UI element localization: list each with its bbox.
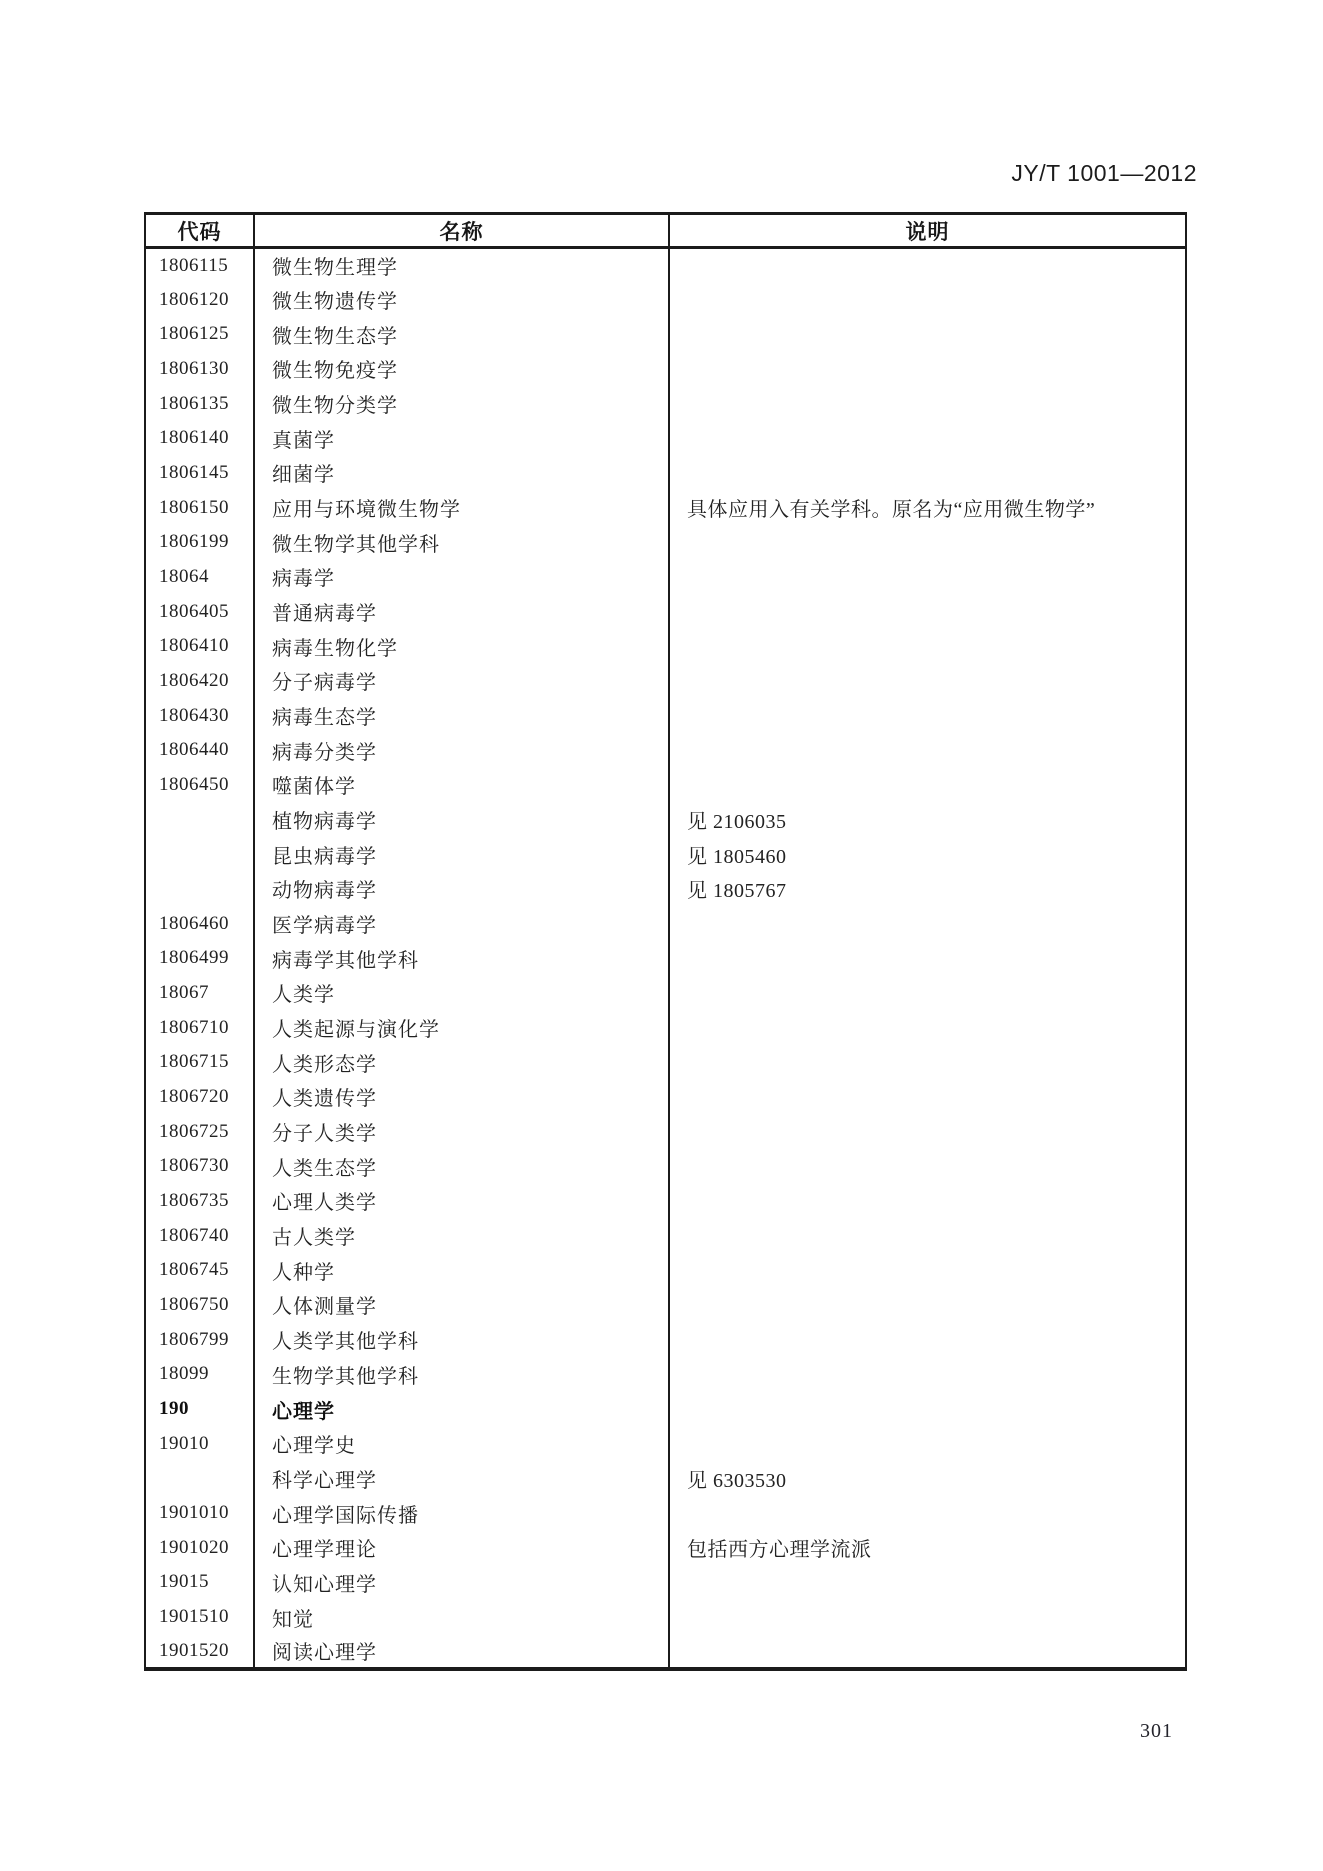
table-row bbox=[145, 941, 1186, 976]
table-row bbox=[145, 1010, 1186, 1045]
cell-code: 1806725 bbox=[145, 1114, 254, 1149]
cell-code: 1806740 bbox=[145, 1218, 254, 1253]
cell-name: 认知心理学 bbox=[254, 1565, 669, 1600]
cell-name: 应用与环境微生物学 bbox=[254, 490, 669, 525]
cell-code: 1901010 bbox=[145, 1496, 254, 1531]
cell-name: 人类生态学 bbox=[254, 1149, 669, 1184]
cell-name: 人类学其他学科 bbox=[254, 1322, 669, 1357]
cell-name: 分子病毒学 bbox=[254, 664, 669, 699]
cell-name: 生物学其他学科 bbox=[254, 1357, 669, 1392]
cell-code: 19010 bbox=[145, 1426, 254, 1461]
cell-name: 普通病毒学 bbox=[254, 594, 669, 629]
table-row bbox=[145, 1565, 1186, 1600]
cell-code: 1901020 bbox=[145, 1530, 254, 1565]
column-header-note: 说明 bbox=[669, 214, 1186, 248]
cell-name: 医学病毒学 bbox=[254, 906, 669, 941]
table-row bbox=[145, 1357, 1186, 1392]
column-header-name: 名称 bbox=[254, 214, 669, 248]
cell-name: 昆虫病毒学 bbox=[254, 837, 669, 872]
cell-code: 1806410 bbox=[145, 629, 254, 664]
cell-name: 动物病毒学 bbox=[254, 872, 669, 907]
cell-note bbox=[669, 1322, 1186, 1357]
cell-code: 1806120 bbox=[145, 282, 254, 317]
cell-code: 1806710 bbox=[145, 1010, 254, 1045]
table-row bbox=[145, 1114, 1186, 1149]
cell-code: 1806720 bbox=[145, 1080, 254, 1115]
cell-name: 植物病毒学 bbox=[254, 802, 669, 837]
cell-name: 微生物生理学 bbox=[254, 248, 669, 283]
table-row bbox=[145, 317, 1186, 352]
table-row bbox=[145, 386, 1186, 421]
cell-note bbox=[669, 456, 1186, 491]
cell-code: 19015 bbox=[145, 1565, 254, 1600]
cell-note bbox=[669, 698, 1186, 733]
page-number: 301 bbox=[1140, 1720, 1173, 1742]
cell-name: 心理学国际传播 bbox=[254, 1496, 669, 1531]
table-row bbox=[145, 456, 1186, 491]
cell-name: 分子人类学 bbox=[254, 1114, 669, 1149]
cell-code: 1806745 bbox=[145, 1253, 254, 1288]
cell-code: 1806460 bbox=[145, 906, 254, 941]
cell-code: 1806420 bbox=[145, 664, 254, 699]
table-row bbox=[145, 1218, 1186, 1253]
cell-name: 人类遗传学 bbox=[254, 1080, 669, 1115]
table-row bbox=[145, 1530, 1186, 1565]
cell-code: 1806405 bbox=[145, 594, 254, 629]
table-row bbox=[145, 1149, 1186, 1184]
cell-note: 见 1805767 bbox=[687, 880, 787, 903]
cell-name: 细菌学 bbox=[254, 456, 669, 491]
table-row bbox=[145, 1184, 1186, 1219]
cell-code: 1806440 bbox=[145, 733, 254, 768]
table-row bbox=[145, 421, 1186, 456]
table-row bbox=[145, 560, 1186, 595]
cell-code: 1806730 bbox=[145, 1149, 254, 1184]
table-row bbox=[145, 525, 1186, 560]
cell-name: 心理人类学 bbox=[254, 1184, 669, 1219]
cell-name: 知觉 bbox=[254, 1600, 669, 1635]
cell-code: 1901510 bbox=[145, 1600, 254, 1635]
cell-note bbox=[669, 629, 1186, 664]
table-row bbox=[145, 282, 1186, 317]
cell-note bbox=[669, 1149, 1186, 1184]
table-row bbox=[145, 629, 1186, 664]
cell-note bbox=[669, 1565, 1186, 1600]
cell-name: 病毒生物化学 bbox=[254, 629, 669, 664]
table-row bbox=[145, 352, 1186, 387]
cell-note bbox=[669, 421, 1186, 456]
cell-code: 1806150 bbox=[145, 490, 254, 525]
cell-code: 1806715 bbox=[145, 1045, 254, 1080]
cell-note: 见 1805460 bbox=[687, 845, 787, 868]
cell-note bbox=[669, 768, 1186, 803]
cell-note bbox=[669, 1184, 1186, 1219]
cell-note bbox=[669, 594, 1186, 629]
classification-table bbox=[144, 212, 1187, 1671]
table-row bbox=[145, 594, 1186, 629]
cell-note bbox=[669, 1496, 1186, 1531]
cell-note bbox=[669, 906, 1186, 941]
table-row bbox=[145, 1634, 1186, 1669]
cell-name: 人类形态学 bbox=[254, 1045, 669, 1080]
cell-note bbox=[669, 1253, 1186, 1288]
table-row bbox=[145, 768, 1186, 803]
cell-note bbox=[669, 352, 1186, 387]
table-row bbox=[145, 1461, 1186, 1496]
cell-name: 真菌学 bbox=[254, 421, 669, 456]
cell-note bbox=[669, 525, 1186, 560]
cell-note bbox=[669, 941, 1186, 976]
table-row bbox=[145, 1288, 1186, 1323]
cell-note bbox=[669, 1426, 1186, 1461]
cell-code: 1901520 bbox=[145, 1634, 254, 1669]
table-row bbox=[145, 1253, 1186, 1288]
cell-name: 心理学史 bbox=[254, 1426, 669, 1461]
cell-note bbox=[669, 976, 1186, 1011]
cell-code: 1806430 bbox=[145, 698, 254, 733]
cell-name: 阅读心理学 bbox=[254, 1634, 669, 1669]
cell-code bbox=[145, 872, 254, 907]
cell-name: 人类学 bbox=[254, 976, 669, 1011]
cell-code: 1806499 bbox=[145, 941, 254, 976]
cell-code: 1806735 bbox=[145, 1184, 254, 1219]
table-row bbox=[145, 733, 1186, 768]
cell-name: 微生物生态学 bbox=[254, 317, 669, 352]
table-row bbox=[145, 906, 1186, 941]
cell-note bbox=[669, 1600, 1186, 1635]
cell-code bbox=[145, 837, 254, 872]
cell-note bbox=[669, 386, 1186, 421]
cell-code: 18099 bbox=[145, 1357, 254, 1392]
table-row bbox=[145, 872, 1186, 907]
table-row bbox=[145, 1045, 1186, 1080]
cell-note bbox=[669, 1392, 1186, 1427]
cell-code bbox=[145, 802, 254, 837]
cell-name: 微生物免疫学 bbox=[254, 352, 669, 387]
cell-code: 1806145 bbox=[145, 456, 254, 491]
cell-note bbox=[669, 1010, 1186, 1045]
table-row bbox=[145, 1496, 1186, 1531]
cell-code: 18067 bbox=[145, 976, 254, 1011]
table-row bbox=[145, 802, 1186, 837]
cell-code: 1806130 bbox=[145, 352, 254, 387]
cell-code: 1806799 bbox=[145, 1322, 254, 1357]
cell-note bbox=[669, 317, 1186, 352]
table-row bbox=[145, 1080, 1186, 1115]
cell-code: 1806750 bbox=[145, 1288, 254, 1323]
cell-name: 噬菌体学 bbox=[254, 768, 669, 803]
cell-name: 微生物分类学 bbox=[254, 386, 669, 421]
cell-code: 1806140 bbox=[145, 421, 254, 456]
cell-note bbox=[669, 664, 1186, 699]
cell-code: 1806450 bbox=[145, 768, 254, 803]
cell-note bbox=[669, 1114, 1186, 1149]
table-row bbox=[145, 664, 1186, 699]
cell-name: 心理学理论 bbox=[254, 1530, 669, 1565]
cell-note bbox=[669, 248, 1186, 283]
table-header-row bbox=[145, 214, 1186, 248]
cell-name: 微生物学其他学科 bbox=[254, 525, 669, 560]
table-row bbox=[145, 837, 1186, 872]
table-row bbox=[145, 1322, 1186, 1357]
cell-name: 病毒生态学 bbox=[254, 698, 669, 733]
cell-name: 古人类学 bbox=[254, 1218, 669, 1253]
cell-note: 包括西方心理学流派 bbox=[687, 1539, 872, 1562]
table-body bbox=[145, 248, 1186, 1670]
cell-note bbox=[669, 1080, 1186, 1115]
table-row bbox=[145, 976, 1186, 1011]
cell-code: 1806199 bbox=[145, 525, 254, 560]
cell-name: 心理学 bbox=[254, 1392, 669, 1427]
cell-note bbox=[669, 1045, 1186, 1080]
cell-note: 见 6303530 bbox=[687, 1469, 787, 1492]
cell-note bbox=[669, 560, 1186, 595]
cell-name: 微生物遗传学 bbox=[254, 282, 669, 317]
cell-name: 人体测量学 bbox=[254, 1288, 669, 1323]
doc-number: JY/T 1001—2012 bbox=[1011, 160, 1197, 186]
cell-note bbox=[669, 1218, 1186, 1253]
cell-code: 1806115 bbox=[145, 248, 254, 283]
table-row bbox=[145, 248, 1186, 283]
cell-note bbox=[669, 733, 1186, 768]
cell-code: 190 bbox=[145, 1392, 254, 1427]
cell-name: 病毒学 bbox=[254, 560, 669, 595]
cell-name: 人种学 bbox=[254, 1253, 669, 1288]
table-row bbox=[145, 1426, 1186, 1461]
table-row bbox=[145, 1600, 1186, 1635]
cell-name: 病毒学其他学科 bbox=[254, 941, 669, 976]
cell-name: 病毒分类学 bbox=[254, 733, 669, 768]
cell-code: 1806135 bbox=[145, 386, 254, 421]
cell-note: 见 2106035 bbox=[687, 811, 787, 834]
table-row bbox=[145, 490, 1186, 525]
table-row bbox=[145, 698, 1186, 733]
column-header-code: 代码 bbox=[145, 214, 254, 248]
cell-code: 1806125 bbox=[145, 317, 254, 352]
cell-note bbox=[669, 1357, 1186, 1392]
cell-note bbox=[669, 1288, 1186, 1323]
cell-note bbox=[669, 1634, 1186, 1669]
cell-note bbox=[669, 282, 1186, 317]
cell-name: 人类起源与演化学 bbox=[254, 1010, 669, 1045]
table-row bbox=[145, 1392, 1186, 1427]
cell-code bbox=[145, 1461, 254, 1496]
cell-note: 具体应用入有关学科。原名为“应用微生物学” bbox=[687, 499, 1096, 522]
cell-code: 18064 bbox=[145, 560, 254, 595]
cell-name: 科学心理学 bbox=[254, 1461, 669, 1496]
